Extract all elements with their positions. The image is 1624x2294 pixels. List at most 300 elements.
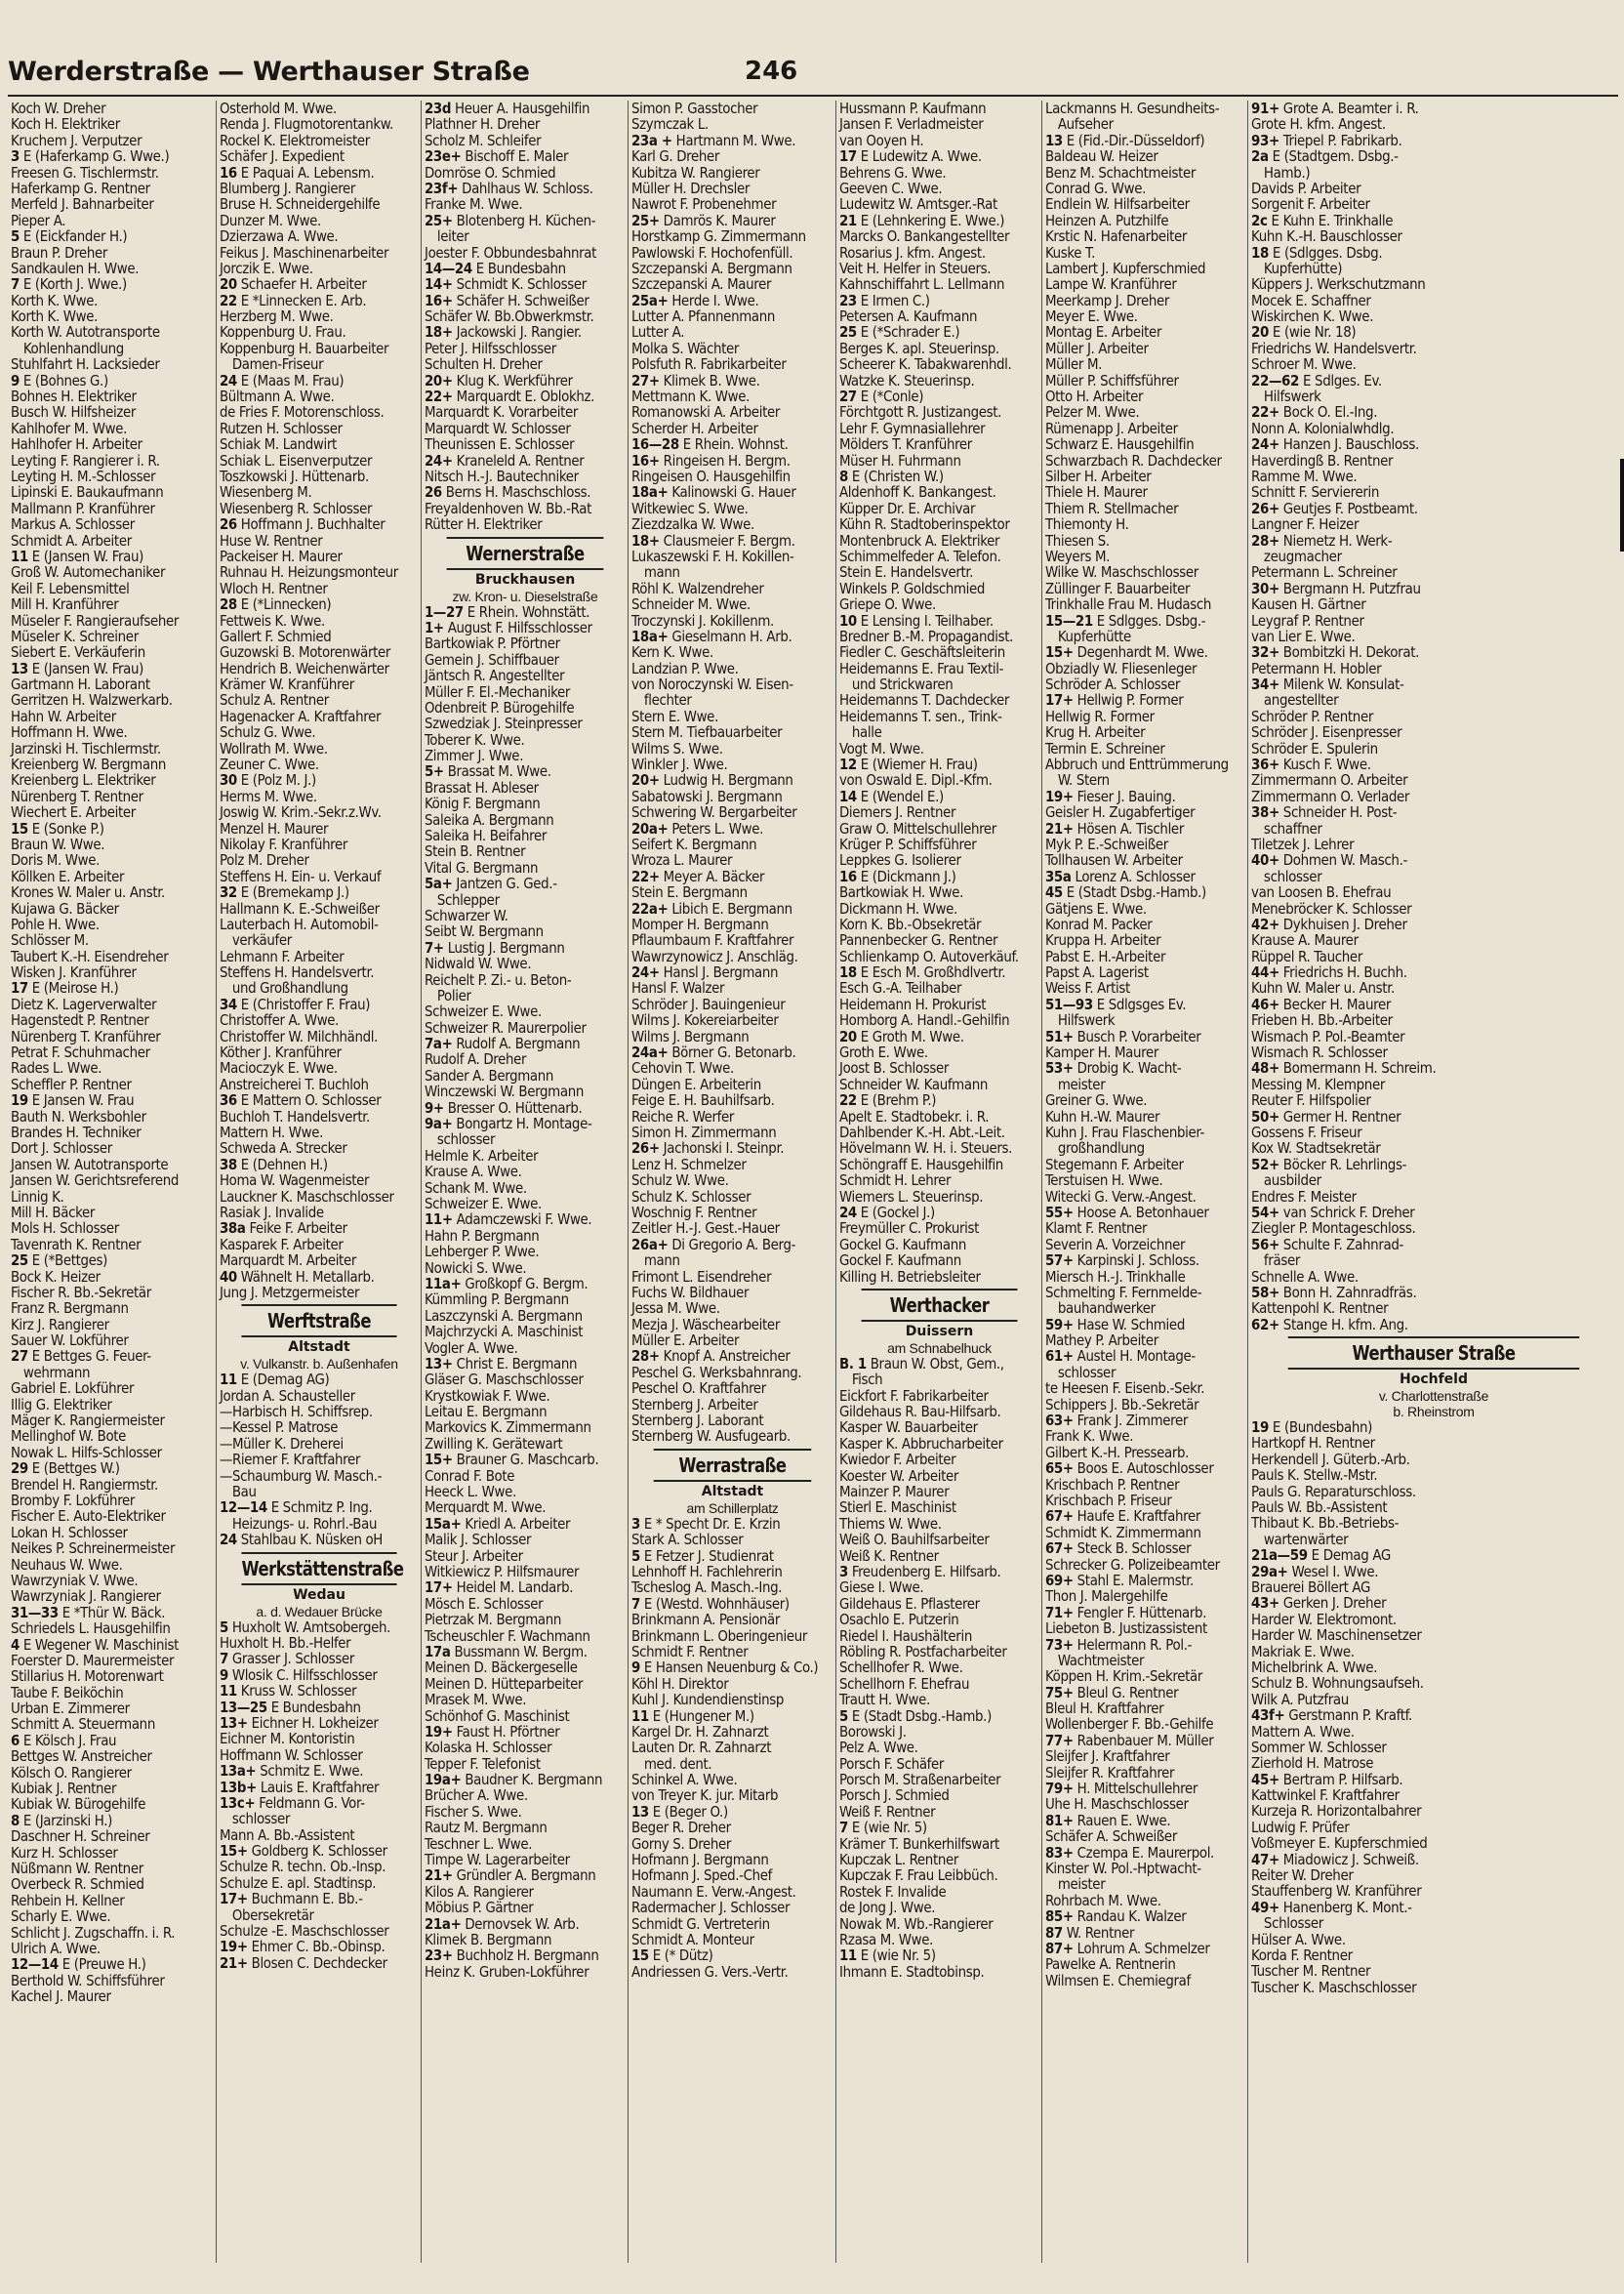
directory-entry <box>8 133 216 148</box>
directory-entry <box>217 1012 422 1028</box>
entry-text: Krug H. Arbeiter <box>1044 724 1146 741</box>
directory-entry <box>1248 613 1619 629</box>
entry-text: E (Gockel J.) <box>860 1204 935 1221</box>
entry-text: Müller P. Schiffsführer <box>1044 372 1179 389</box>
house-number: 26 <box>424 484 442 501</box>
directory-entry <box>1042 1908 1248 1924</box>
house-number: 3 <box>838 1563 848 1580</box>
entry-text: Peschel G. Werksbahnrang. <box>630 1364 802 1381</box>
entry-text: Lutter A. Pfannenmann <box>630 308 775 325</box>
entry-text: Ludewitz W. Amtsger.-Rat <box>838 196 997 213</box>
directory-entry <box>217 1092 422 1108</box>
directory-entry <box>422 1116 629 1131</box>
entry-text: Krause A. Wwe. <box>424 1164 522 1180</box>
entry-text: Berthold W. Schiffsführer <box>10 1972 165 1989</box>
entry-text: E (wie Nr. 5) <box>860 1947 936 1964</box>
house-number: 30+ <box>1250 580 1279 597</box>
directory-entry <box>629 308 836 324</box>
entry-text: Huxholt W. Amtsobergeh. <box>231 1618 390 1635</box>
house-number: 22 <box>838 1092 857 1109</box>
directory-entry <box>1042 1269 1248 1285</box>
directory-entry <box>217 276 422 292</box>
entry-text: Graw O. Mittelschullehrer <box>838 820 996 837</box>
entry-text: Klimek B. Bergmann <box>424 1931 552 1948</box>
entry-text: Kreienberg L. Elektriker <box>10 772 156 789</box>
directory-entry <box>422 404 629 420</box>
directory-entry <box>1248 901 1619 917</box>
entry-text: Watzke K. Steuerinsp. <box>838 372 975 389</box>
directory-entry <box>217 101 422 116</box>
entry-text: E Demag AG <box>1311 1547 1391 1564</box>
directory-entry <box>1042 596 1248 612</box>
entry-text: Thiem R. Stellmacher <box>1044 500 1179 517</box>
directory-entry <box>8 1973 216 1988</box>
directory-entry <box>1248 1835 1619 1851</box>
entry-text: E (*Schrader E.) <box>860 324 960 341</box>
entry-text: Schmelting F. Fernmelde- <box>1044 1284 1202 1301</box>
entry-text: Rades L. Wwe. <box>10 1060 102 1077</box>
directory-entry <box>1248 1707 1619 1723</box>
entry-text: Grasser J. Schlosser <box>231 1651 355 1667</box>
entry-text: Kachel J. Maurer <box>10 1988 111 2005</box>
entry-text: Krämer T. Bunkerhilfswart <box>838 1835 999 1853</box>
directory-entry <box>422 1772 629 1787</box>
entry-text: Buchmann E. Bb.- <box>251 1891 363 1907</box>
directory-entry <box>836 1628 1042 1644</box>
entry-text: Schulz G. Wwe. <box>219 724 316 741</box>
entry-text: Toszkowski J. Hüttenarb. <box>219 468 369 485</box>
house-number: 25+ <box>630 212 660 229</box>
directory-entry <box>836 1045 1042 1060</box>
entry-text: Schröder E. Spulerin <box>1250 740 1378 758</box>
entry-text: Lampe W. Kranführer <box>1044 276 1177 293</box>
entry-text: Bombitzki H. Dekorat. <box>1282 644 1420 661</box>
directory-entry <box>836 1659 1042 1675</box>
directory-entry <box>1248 389 1619 404</box>
directory-entry <box>1042 692 1248 708</box>
directory-entry <box>629 389 836 404</box>
entry-text: Schmidt K. Zimmermann <box>1044 1524 1201 1541</box>
house-number: 15+ <box>219 1843 248 1860</box>
directory-entry <box>422 1724 629 1740</box>
directory-entry <box>217 501 422 516</box>
house-number: 36+ <box>1250 757 1279 773</box>
directory-entry <box>629 789 836 804</box>
directory-entry <box>1248 1564 1619 1579</box>
directory-entry <box>1248 436 1619 452</box>
entry-text: Jung J. Metzgermeister <box>219 1284 360 1301</box>
directory-entry <box>217 1029 422 1045</box>
entry-text: de Jong J. Wwe. <box>838 1900 936 1916</box>
directory-entry <box>8 1109 216 1125</box>
directory-entry <box>1042 1956 1248 1972</box>
directory-entry <box>422 1804 629 1820</box>
directory-entry <box>217 1635 422 1651</box>
directory-entry <box>422 1644 629 1659</box>
entry-text: Czempa E. Maurerpol. <box>1076 1844 1214 1861</box>
entry-text: Austel H. Montage- <box>1076 1348 1196 1365</box>
entry-text: Reiter W. Dreher <box>1250 1867 1354 1884</box>
entry-text: Urban E. Zimmerer <box>10 1700 130 1717</box>
directory-entry <box>1248 709 1619 724</box>
directory-entry <box>8 964 216 980</box>
entry-text: Wollenberger F. Bb.-Gehilfe <box>1044 1716 1214 1733</box>
directory-entry <box>1042 789 1248 804</box>
directory-entry <box>836 308 1042 324</box>
entry-text: Eichner H. Lokheizer <box>251 1714 379 1732</box>
entry-text: Behrens G. Wwe. <box>838 164 947 181</box>
directory-entry <box>8 1685 216 1700</box>
directory-entry <box>8 1557 216 1573</box>
entry-text: Stein E. Handelsvertr. <box>838 564 974 581</box>
entry-text: Krischbach P. Friseur <box>1044 1492 1172 1509</box>
entry-text: Stein B. Rentner <box>424 843 526 860</box>
directory-entry <box>217 1715 422 1731</box>
entry-text: Jorczik E. Wwe. <box>219 260 313 277</box>
house-number: 24+ <box>1250 436 1279 453</box>
entry-text: Helermann R. Pol.- <box>1076 1636 1193 1653</box>
entry-text: Abbruch und Enttrümmerung <box>1044 757 1229 773</box>
entry-text: Nowak L. Hilfs-Schlosser <box>10 1444 162 1461</box>
directory-entry <box>1248 1269 1619 1285</box>
house-number: 17 <box>10 980 28 997</box>
directory-entry <box>8 228 216 244</box>
entry-text: Schippers J. Bb.-Sekretär <box>1044 1396 1199 1413</box>
directory-entry <box>8 549 216 564</box>
directory-entry <box>836 1867 1042 1883</box>
directory-entry <box>1248 1772 1619 1787</box>
directory-entry <box>1248 245 1619 261</box>
district-name: Bruckhausen <box>474 571 576 588</box>
directory-entry <box>8 484 216 500</box>
directory-entry <box>629 709 836 724</box>
entry-text: Schwarzer W. <box>424 907 508 924</box>
entry-text: Germer H. Rentner <box>1282 1108 1401 1125</box>
directory-entry <box>422 716 629 731</box>
column-2 <box>216 101 422 2263</box>
directory-entry <box>422 988 629 1004</box>
entry-text: Nowak M. Wb.-Rangierer <box>838 1915 994 1932</box>
entry-text: Kahnschiffahrt L. Lellmann <box>838 276 1005 293</box>
directory-entry <box>8 1781 216 1796</box>
directory-entry <box>836 341 1042 356</box>
directory-entry <box>217 997 422 1012</box>
entry-text: Kargel Dr. H. Zahnarzt <box>630 1723 769 1741</box>
entry-text: Fischer R. Bb.-Sekretär <box>10 1284 151 1301</box>
entry-text: Haverdingß B. Rentner <box>1250 452 1394 469</box>
directory-entry <box>422 1852 629 1867</box>
directory-entry <box>629 1708 836 1724</box>
directory-entry <box>1248 1157 1619 1172</box>
entry-text: Köllken E. Arbeiter <box>10 868 125 885</box>
entry-text: Schellhofer R. Wwe. <box>838 1659 963 1676</box>
entry-text: Wollrath M. Wwe. <box>219 740 328 758</box>
directory-entry <box>422 828 629 843</box>
directory-entry <box>217 196 422 212</box>
entry-text: Gockel F. Kaufmann <box>838 1252 961 1269</box>
entry-text: Winkels P. Goldschmied <box>838 580 986 597</box>
entry-text: Winkler J. Wwe. <box>630 757 728 773</box>
entry-text: Bromby F. Lokführer <box>10 1492 136 1509</box>
entry-text: Düngen E. Arbeiterin <box>630 1076 761 1093</box>
directory-entry <box>836 869 1042 884</box>
house-number: 16+ <box>424 292 453 309</box>
directory-entry <box>217 676 422 692</box>
margin-mark <box>1620 459 1624 552</box>
entry-text: Müseler F. Rangieraufseher <box>10 612 180 629</box>
entry-text: Leitau E. Bergmann <box>424 1404 548 1420</box>
house-number: 30 <box>219 772 237 789</box>
entry-text: Brandes H. Techniker <box>10 1125 142 1141</box>
entry-text: Sorgenit F. Arbeiter <box>1250 196 1370 213</box>
directory-entry <box>217 613 422 629</box>
directory-entry <box>836 1964 1042 1980</box>
house-number: 20+ <box>630 772 660 789</box>
entry-text: Endlein W. Hilfsarbeiter <box>1044 196 1190 213</box>
directory-entry <box>1042 1220 1248 1236</box>
directory-entry <box>1248 165 1619 181</box>
entry-text: Peters L. Wwe. <box>671 820 764 837</box>
entry-text: Marquardt K. Vorarbeiter <box>424 404 579 421</box>
directory-entry <box>8 661 216 676</box>
entry-text: E (Lehnkering E. Wwe.) <box>860 212 1005 229</box>
directory-entry <box>1042 1653 1248 1668</box>
directory-entry <box>1248 148 1619 164</box>
entry-text: Libich E. Bergmann <box>671 900 792 917</box>
entry-text: Laszczynski A. Bergmann <box>424 1307 583 1325</box>
directory-entry <box>1248 804 1619 820</box>
directory-entry <box>629 549 836 564</box>
directory-entry <box>8 1941 216 1956</box>
directory-entry <box>629 1787 836 1803</box>
entry-text: E Sdlgsges Ev. <box>1096 996 1187 1013</box>
directory-entry <box>217 852 422 868</box>
entry-text: Hoffmann H. Wwe. <box>10 724 128 741</box>
entry-text: Koester W. Arbeiter <box>838 1467 959 1485</box>
entry-text: Klamt F. Rentner <box>1044 1220 1148 1237</box>
directory-entry <box>1042 741 1248 757</box>
directory-entry <box>629 1237 836 1252</box>
directory-entry <box>422 116 629 132</box>
directory-entry <box>836 1012 1042 1028</box>
entry-text: Stierl E. Maschinist <box>838 1499 956 1516</box>
entry-text: Gerstmann P. Kraftf. <box>1288 1707 1412 1724</box>
entry-text: E (Polz M. J.) <box>240 772 316 789</box>
entry-text: Konrad M. Packer <box>1044 916 1153 933</box>
directory-entry <box>217 324 422 340</box>
entry-text: Lehr F. Gymnasiallehrer <box>838 420 986 437</box>
directory-entry <box>422 293 629 308</box>
entry-text: Kreienberg W. Bergmann <box>10 757 166 773</box>
directory-entry <box>217 1923 422 1939</box>
directory-entry <box>1042 852 1248 868</box>
entry-text: Korth K. Wwe. <box>10 292 99 309</box>
directory-entry <box>629 501 836 516</box>
entry-text: Wähnelt H. Metallarb. <box>240 1268 375 1285</box>
directory-entry <box>629 1189 836 1205</box>
entry-text: Ziegler P. Montageschloss. <box>1250 1220 1416 1237</box>
entry-text: van Schrick F. Dreher <box>1282 1204 1415 1221</box>
directory-entry <box>217 293 422 308</box>
directory-entry <box>217 709 422 724</box>
directory-entry <box>422 1499 629 1515</box>
directory-entry <box>8 1477 216 1493</box>
entry-text: Mols H. Schlosser <box>10 1220 119 1237</box>
entry-text: schlosser <box>1263 868 1322 885</box>
directory-entry <box>217 356 422 372</box>
entry-text: E (Jarzinski H.) <box>22 1812 112 1829</box>
entry-text: Stern E. Wwe. <box>630 708 718 725</box>
entry-text: Tavenrath K. Rentner <box>10 1236 142 1253</box>
entry-text: Schmidt A. Arbeiter <box>10 532 132 549</box>
directory-entry <box>1248 741 1619 757</box>
entry-text: Peter J. Hilfsschlosser <box>424 340 556 357</box>
directory-entry <box>8 1573 216 1588</box>
column-1 <box>8 101 216 2263</box>
directory-entry <box>1042 213 1248 228</box>
directory-entry <box>8 741 216 757</box>
entry-text: Szymczak L. <box>630 116 709 133</box>
house-number: 18a+ <box>630 484 669 501</box>
directory-entry <box>217 1875 422 1891</box>
directory-entry <box>217 1252 422 1268</box>
entry-text: Korth K. Wwe. <box>10 308 99 325</box>
entry-text: Wawrzynowicz J. Anschläg. <box>630 948 798 965</box>
entry-text: Marcks O. Bankangestellter <box>838 228 1010 245</box>
directory-entry <box>629 1644 836 1659</box>
directory-entry <box>836 1436 1042 1452</box>
directory-entry <box>1042 1941 1248 1956</box>
directory-entry <box>1248 1205 1619 1220</box>
house-number: 9 <box>10 372 20 389</box>
directory-entry <box>629 1964 836 1980</box>
house-number: 69+ <box>1044 1572 1074 1589</box>
directory-entry <box>8 1956 216 1972</box>
house-number: 85+ <box>1044 1908 1074 1925</box>
directory-entry <box>8 1380 216 1396</box>
directory-entry <box>422 1740 629 1755</box>
house-number: 27 <box>838 389 857 405</box>
entry-text: Huxholt H. Bb.-Helfer <box>219 1634 351 1652</box>
directory-entry <box>217 917 422 932</box>
entry-text: Hilfswerk <box>1263 389 1321 405</box>
entry-text: E Schmitz P. Ing. <box>270 1499 373 1516</box>
directory-entry <box>217 261 422 276</box>
directory-entry <box>8 213 216 228</box>
directory-entry <box>422 101 629 116</box>
directory-entry <box>1248 644 1619 660</box>
house-number: 19 <box>10 1092 28 1109</box>
directory-entry <box>1042 516 1248 532</box>
directory-entry <box>1042 1125 1248 1140</box>
directory-entry <box>1042 1845 1248 1861</box>
directory-entry <box>8 245 216 261</box>
street-range-note: am Schnabelhuck <box>887 1339 992 1356</box>
directory-entry <box>422 389 629 404</box>
entry-text: Griepe O. Wwe. <box>838 596 936 613</box>
house-number: 65+ <box>1044 1460 1074 1477</box>
directory-entry <box>8 1861 216 1876</box>
house-number: 25a+ <box>630 292 669 309</box>
house-number: 26 <box>219 516 237 533</box>
house-number: 45 <box>1044 884 1063 901</box>
entry-text: Rautz M. Bergmann <box>424 1820 548 1836</box>
directory-entry <box>422 1532 629 1547</box>
entry-text: Bettges W. Anstreicher <box>10 1748 152 1765</box>
entry-text: Groß W. Automechaniker <box>10 564 166 581</box>
house-number: 21+ <box>1044 820 1074 837</box>
directory-entry <box>8 373 216 389</box>
directory-entry <box>1248 453 1619 469</box>
directory-entry <box>836 1756 1042 1772</box>
house-number: 1+ <box>424 619 444 636</box>
directory-entry <box>836 404 1042 420</box>
entry-text: E (Stadt Dsbg.-Hamb.) <box>1066 884 1206 901</box>
house-number: 63+ <box>1044 1413 1074 1429</box>
entry-text: Troczynski J. Kokillenm. <box>630 612 774 629</box>
entry-text: Schiak M. Landwirt <box>219 436 337 453</box>
entry-text: Steffens H. Handelsvertr. <box>219 964 375 981</box>
entry-text: Bültmann A. Wwe. <box>219 389 335 405</box>
entry-text: Mölders T. Kranführer <box>838 436 972 453</box>
directory-entry <box>629 1932 836 1947</box>
directory-entry <box>422 1100 629 1116</box>
directory-entry <box>217 1125 422 1140</box>
directory-entry <box>8 1012 216 1028</box>
entry-text: König F. Bergmann <box>424 796 541 812</box>
entry-text: Ehmer C. Bb.-Obinsp. <box>251 1939 386 1955</box>
house-number: 31—33 <box>10 1604 59 1621</box>
entry-text: Klug K. Werkführer <box>456 372 573 389</box>
directory-entry <box>217 980 422 996</box>
directory-entry <box>629 1077 836 1092</box>
house-number: 14—24 <box>424 260 472 277</box>
directory-entry <box>422 1484 629 1499</box>
directory-entry <box>422 1308 629 1324</box>
entry-text: Marquardt M. Arbeiter <box>219 1252 356 1269</box>
entry-text: E Ludewitz A. Wwe. <box>860 148 982 165</box>
entry-text: Lehmann F. Arbeiter <box>219 948 345 965</box>
house-number: 32+ <box>1250 644 1279 661</box>
house-number: 28+ <box>1250 532 1279 549</box>
entry-text: Bruse H. Schneidergehilfe <box>219 196 381 213</box>
directory-entry <box>217 1388 422 1404</box>
directory-entry <box>629 596 836 612</box>
directory-entry <box>422 1916 629 1932</box>
directory-entry <box>8 1460 216 1476</box>
entry-text: Kox W. Stadtsekretär <box>1250 1140 1381 1157</box>
entry-text: Gallert F. Schmied <box>219 628 332 645</box>
directory-entry <box>217 421 422 436</box>
house-number: B. 1 <box>838 1355 867 1372</box>
entry-text: Dernovsek W. Arb. <box>465 1915 580 1932</box>
house-number: 49+ <box>1250 1899 1279 1916</box>
directory-entry <box>836 228 1042 244</box>
directory-entry <box>8 1445 216 1460</box>
entry-text: Schweizer E. Wwe. <box>424 1004 542 1020</box>
directory-entry <box>629 1852 836 1867</box>
entry-text: Petersen A. Kaufmann <box>838 308 978 325</box>
directory-entry <box>422 1676 629 1692</box>
entry-text: Miersch H.-J. Trinkhalle <box>1044 1268 1186 1285</box>
directory-entry <box>1042 1620 1248 1636</box>
entry-text: Witkiewicz P. Hilfsmaurer <box>424 1563 580 1580</box>
entry-text: Clausmeier F. Bergm. <box>663 532 795 549</box>
directory-entry <box>1042 549 1248 564</box>
directory-entry <box>8 1748 216 1764</box>
directory-entry <box>8 1845 216 1861</box>
directory-entry <box>836 804 1042 820</box>
